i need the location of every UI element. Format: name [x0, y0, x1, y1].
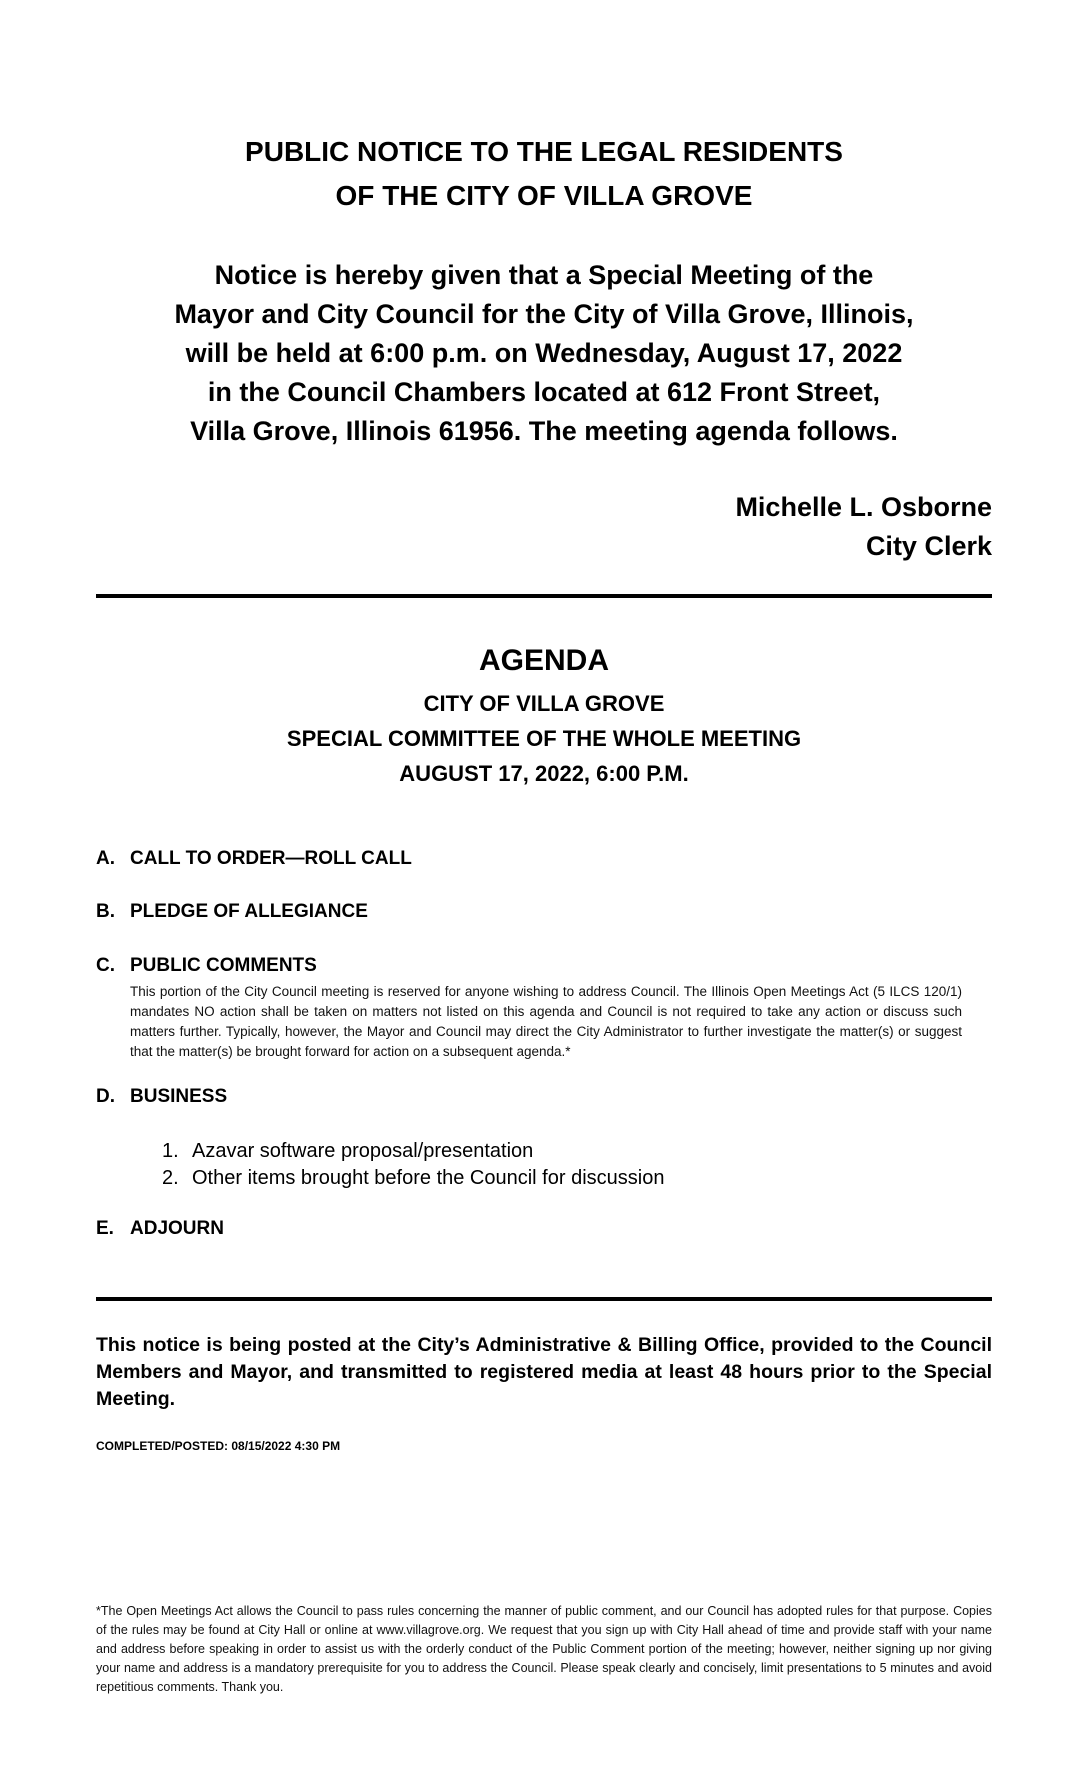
agenda-date: AUGUST 17, 2022, 6:00 P.M.: [399, 761, 689, 786]
section-letter: E.: [96, 1218, 114, 1239]
signer-title: City Clerk: [865, 531, 992, 561]
notice-title: [0, 130, 1088, 218]
footnote: *The Open Meetings Act allows the Council to pass rules concerning the manner of public comment, and our Council has adopted rules for that purpose. Copies of the rules may be found at City Hall or online at www.villagrove.org. We request that you sign up with City Hall ahead of time and provide staff with your name and address before speaking in order to assist us with the orderly conduct of the Public Comment portion of the meeting; however, neither signing up nor giving your name and address is a mandatory prerequisite for you to address the Council. Please speak clearly and concisely, limit presentations to 5 minutes and avoid repetitious comments. Thank you.: [96, 1604, 992, 1694]
agenda-meeting-type: SPECIAL COMMITTEE OF THE WHOLE MEETING: [286, 726, 802, 751]
notice-title-line1: PUBLIC NOTICE TO THE LEGAL RESIDENTS: [245, 136, 843, 167]
section-label: PLEDGE OF ALLEGIANCE: [130, 901, 368, 922]
section-letter: B.: [96, 901, 115, 922]
section-label: ADJOURN: [130, 1218, 224, 1239]
agenda-section-e: [96, 1218, 224, 1240]
section-label: BUSINESS: [130, 1086, 228, 1107]
item-number: 2.: [162, 1167, 179, 1189]
agenda-section-a: [96, 848, 412, 870]
completed-posted-stamp: COMPLETED/POSTED: 08/15/2022 4:30 PM: [96, 1439, 341, 1453]
list-item: [162, 1138, 664, 1165]
signature-block: [735, 488, 992, 566]
section-label: CALL TO ORDER—ROLL CALL: [130, 848, 412, 869]
notice-line: Villa Grove, Illinois 61956. The meeting agenda follows.: [190, 416, 898, 446]
notice-line: Notice is hereby given that a Special Meeting of the: [214, 260, 874, 290]
agenda-section-c: [96, 955, 317, 977]
public-comments-description: This portion of the City Council meeting is reserved for anyone wishing to address Council. The Illinois Open Meetings Act (5 ILCS 120/1) mandates NO action shall be taken on matters not listed on this agenda and Council is not required to take any action or discuss such matters further. Typically, however, the Mayor and Council may direct the City Administrator to further investigate the matter(s) or suggest that the matter(s) be brought forward for action on a subsequent agenda.*: [130, 984, 962, 1059]
section-letter: C.: [96, 955, 115, 976]
notice-title-line2: OF THE CITY OF VILLA GROVE: [335, 180, 753, 211]
posting-notice: This notice is being posted at the City’s Administrative & Billing Office, provided to the Council Members and Mayor, and transmitted to registered media at least 48 hours prior to the Special Meeting.: [96, 1334, 992, 1410]
item-number: 1.: [162, 1140, 179, 1162]
notice-line: will be held at 6:00 p.m. on Wednesday, August 17, 2022: [185, 338, 903, 368]
agenda-section-d: [96, 1086, 227, 1108]
notice-line: in the Council Chambers located at 612 Front Street,: [207, 377, 881, 407]
agenda-section-b: [96, 901, 368, 923]
agenda-subtitle: [0, 686, 1088, 791]
business-items-list: [162, 1138, 664, 1192]
section-letter: A.: [96, 848, 115, 869]
item-text: Other items brought before the Council for discussion: [192, 1167, 665, 1189]
section-label: PUBLIC COMMENTS: [130, 955, 317, 976]
divider-bottom: [96, 1297, 992, 1301]
agenda-title: AGENDA: [478, 644, 609, 677]
signer-name: Michelle L. Osborne: [735, 492, 992, 522]
section-letter: D.: [96, 1086, 115, 1107]
list-item: [162, 1165, 664, 1192]
item-text: Azavar software proposal/presentation: [192, 1140, 534, 1162]
agenda-city: CITY OF VILLA GROVE: [423, 691, 665, 716]
notice-line: Mayor and City Council for the City of Villa Grove, Illinois,: [174, 299, 914, 329]
meeting-notice: [0, 256, 1088, 451]
divider-top: [96, 594, 992, 598]
